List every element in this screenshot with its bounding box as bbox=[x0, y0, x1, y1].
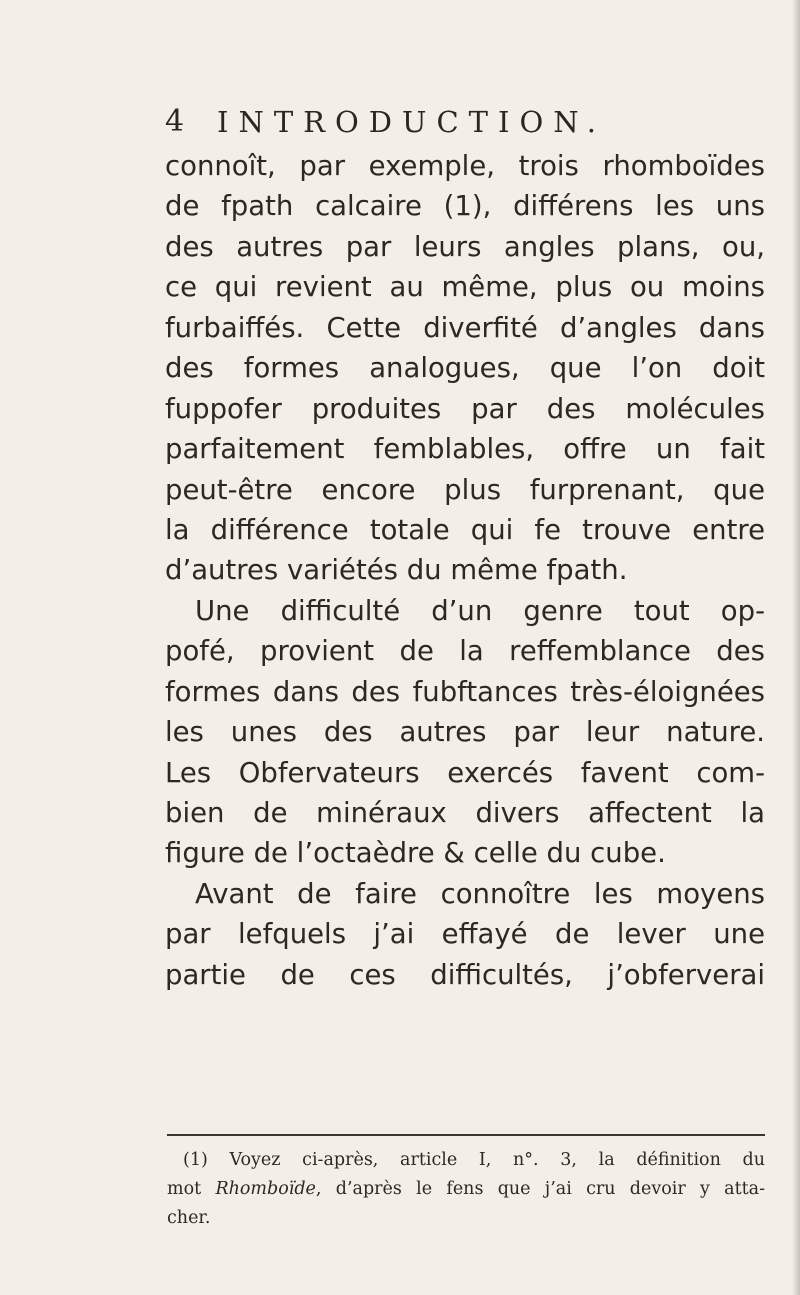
text-line: connoît, par exemple, trois rhomboïdes bbox=[165, 150, 765, 182]
footnote-line bbox=[167, 1175, 765, 1204]
footnote bbox=[167, 1146, 765, 1233]
body-text bbox=[165, 146, 765, 995]
footnote-text: , d’après le fens que j’ai cru devoir y atta- bbox=[315, 1179, 765, 1199]
footnote-line: cher. bbox=[167, 1208, 211, 1228]
footnote-divider bbox=[167, 1134, 765, 1136]
text-line: furbaiffés. Cette diverfité d’angles dans bbox=[165, 311, 765, 344]
text-line: les unes des autres par leur nature. bbox=[165, 716, 765, 749]
text-line: figure de l’octaèdre & celle du cube. bbox=[165, 837, 666, 870]
page-number: 4 bbox=[165, 104, 185, 139]
text-line: pofé, provient de la reffemblance des bbox=[165, 635, 765, 668]
text-line: de fpath calcaire (1), différens les uns bbox=[165, 190, 765, 223]
footnote-text: mot bbox=[167, 1179, 216, 1199]
text-line: par lefquels j’ai effayé de lever une bbox=[165, 918, 765, 951]
page-header bbox=[165, 100, 765, 144]
text-line: ce qui revient au même, plus ou moins bbox=[165, 271, 765, 304]
text-line: des formes analogues, que l’on doit bbox=[165, 352, 765, 385]
text-line: Une difficulté d’un genre tout op- bbox=[195, 594, 765, 627]
text-line: Les Obfervateurs exercés favent com- bbox=[165, 756, 765, 789]
page-edge-shadow bbox=[792, 0, 800, 1295]
text-line: peut-être encore plus furprenant, que bbox=[165, 473, 765, 506]
text-line: fuppofer produites par des molécules bbox=[165, 392, 765, 425]
text-line: formes dans des fubftances très-éloignées bbox=[165, 675, 765, 708]
footnote-line: (1) Voyez ci-après, article I, n°. 3, la définition du bbox=[183, 1150, 765, 1170]
text-line: parfaitement femblables, offre un fait bbox=[165, 433, 765, 466]
text-line: des autres par leurs angles plans, ou, bbox=[165, 230, 765, 263]
text-line: la différence totale qui fe trouve entre bbox=[165, 513, 765, 546]
text-line: Avant de faire connoître les moyens bbox=[195, 877, 765, 910]
footnote-term: Rhomboïde bbox=[215, 1179, 316, 1199]
running-head: INTRODUCTION. bbox=[217, 105, 606, 139]
text-line: d’autres variétés du même fpath. bbox=[165, 554, 628, 587]
text-line: bien de minéraux divers affectent la bbox=[165, 797, 765, 829]
text-line: partie de ces difficultés, j’obferverai bbox=[165, 958, 765, 991]
